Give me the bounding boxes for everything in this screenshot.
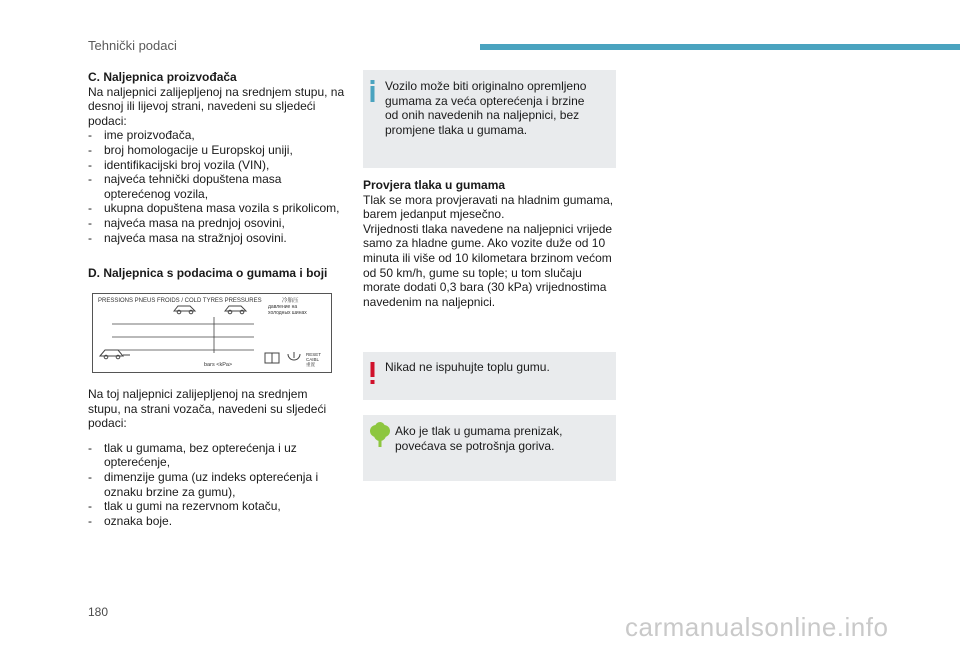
list-item: - ime proizvođača, (88, 128, 350, 143)
section-d-heading: D. Naljepnica s podacima o gumama i boji (88, 266, 328, 280)
warning-note-text: Nikad ne ispuhujte toplu gumu. (385, 360, 550, 374)
label-units: bars <kPa> (204, 362, 233, 368)
warning-exclamation-icon (369, 362, 377, 384)
label-reset-line1: RESET (306, 352, 322, 357)
page-header-title: Tehnički podaci (88, 38, 177, 53)
section-pressure-para2: Vrijednosti tlaka navedene na naljepnici vrijede samo za hladne gume. Ako vozite duže od 10 minuta ili više od 10 kilometara brzinom većom od 50 km/h, gume su tople; u tom slučaju morate dodati 0,3 bara (30 kPa) vrijednostima navedenim na naljepnici. (363, 221, 613, 309)
section-pressure (363, 178, 616, 309)
list-item: - tlak u gumama, bez opterećenja i uz opterećenje, (88, 441, 328, 470)
list-item: - broj homologacije u Europskoj uniji, (88, 143, 350, 158)
section-pressure-para1: Tlak se mora provjeravati na hladnim gumama, barem jedanput mjesečno. (363, 192, 614, 222)
label-reset-line2: CAIBL (306, 357, 320, 362)
label-ru-line1: давление на (268, 304, 298, 310)
section-d-intro: Na toj naljepnici zalijepljenoj na srednjem stupu, na strani vozača, navedeni su sljedeći podaci: (88, 387, 327, 431)
section-d-list (88, 441, 328, 529)
list-item: - identifikacijski broj vozila (VIN), (88, 158, 350, 173)
list-item: - najveća tehnički dopuštena masa opterećenog vozila, (88, 172, 350, 201)
list-item: - najveća masa na stražnjoj osovini. (88, 231, 350, 246)
info-note-box (363, 70, 616, 168)
info-note-text: Vozilo može biti originalno opremljeno gumama za veća opterećenja i brzine od onih navedenih na naljepnici, bez promjene tlaka u gumama. (385, 79, 587, 137)
watermark: carmanualsonline.info (625, 612, 889, 642)
eco-tree-icon (369, 422, 391, 448)
list-item: - oznaka boje. (88, 514, 328, 529)
section-c-list (88, 128, 350, 245)
page-number: 180 (88, 605, 109, 619)
list-item: - najveća masa na prednjoj osovini, (88, 216, 350, 231)
list-item: - dimenzije guma (uz indeks opterećenja i oznaku brzine za gumu), (88, 470, 328, 499)
label-cn-text: 冷胎压 (282, 298, 299, 304)
label-title: PRESSIONS PNEUS FROIDS / COLD TYRES PRESSURES (98, 298, 262, 304)
list-item: - ukupna dopuštena masa vozila s prikolicom, (88, 201, 350, 216)
eco-note-box (363, 415, 616, 481)
section-c (88, 70, 350, 245)
warning-note-box (363, 352, 616, 400)
list-item: - tlak u gumi na rezervnom kotaču, (88, 499, 328, 514)
section-c-heading: C. Naljepnica proizvođača (88, 70, 237, 84)
section-d-body (88, 387, 328, 528)
label-ru-line2: холодных шинах (268, 310, 307, 316)
label-reset-line3: 重置 (306, 362, 315, 367)
section-c-intro: Na naljepnici zalijepljenoj na srednjem stupu, na desnoj ili lijevoj strani, navedeni su sljedeći podaci: (88, 84, 345, 128)
section-pressure-heading: Provjera tlaka u gumama (363, 178, 506, 192)
tyre-pressure-label-image (92, 293, 332, 373)
info-icon (369, 80, 377, 102)
eco-note-text: Ako je tlak u gumama prenizak, povećava se potrošnja goriva. (395, 424, 563, 453)
header-accent-bar (480, 44, 960, 50)
